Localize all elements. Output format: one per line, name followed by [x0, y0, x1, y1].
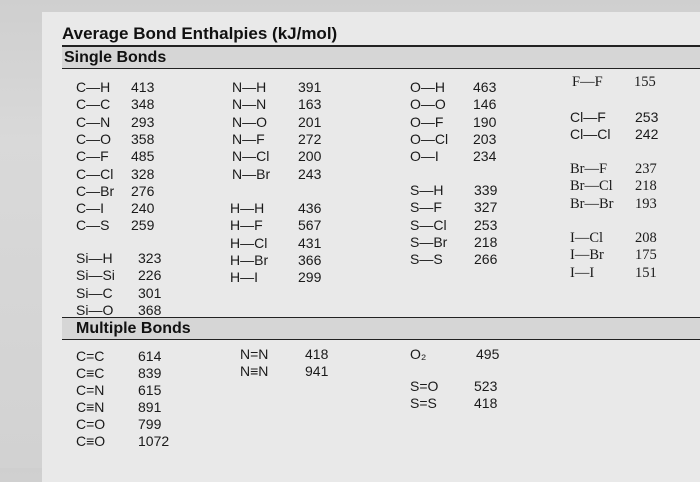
- bond-row: [570, 126, 659, 143]
- bond-name: N≡N: [240, 363, 269, 379]
- bond-name: C=N: [76, 382, 105, 398]
- bond-enthalpy-value: 208: [635, 230, 657, 246]
- bond-row: [76, 416, 162, 432]
- bond-enthalpy-value: 368: [138, 301, 162, 318]
- bond-name: Si—C: [76, 284, 113, 301]
- bond-row: [76, 113, 155, 130]
- bond-row: [240, 363, 329, 379]
- bond-row: [240, 346, 329, 362]
- bond-enthalpy-value: 495: [476, 346, 500, 362]
- bond-name: N—Cl: [232, 148, 270, 165]
- bond-enthalpy-value: 272: [298, 130, 322, 147]
- bond-name: Si—O: [76, 301, 114, 318]
- bond-enthalpy-value: 200: [298, 148, 322, 165]
- bond-name: S=S: [410, 395, 437, 411]
- bond-enthalpy-value: 293: [131, 113, 155, 130]
- bond-row: [410, 395, 498, 411]
- bond-name: Si—Si: [76, 267, 115, 284]
- bond-enthalpy-value: 431: [298, 234, 322, 251]
- bond-enthalpy-value: 253: [474, 216, 498, 233]
- bond-enthalpy-value: 614: [138, 348, 162, 364]
- bond-row: [76, 382, 162, 398]
- bond-row: [570, 264, 657, 281]
- bond-row: [76, 165, 155, 182]
- bond-enthalpy-value: 418: [474, 395, 498, 411]
- bond-name: S—Cl: [410, 216, 447, 233]
- bond-name: C=O: [76, 416, 106, 432]
- bond-row: [76, 200, 155, 217]
- bond-enthalpy-value: 485: [131, 148, 155, 165]
- bond-row: [410, 216, 498, 233]
- bond-row: [232, 79, 322, 95]
- bond-name: S—S: [410, 251, 443, 268]
- bond-name: F—F: [572, 74, 603, 90]
- bond-name: S—H: [410, 182, 444, 198]
- bond-enthalpy-value: 615: [138, 382, 162, 398]
- bond-row: [232, 165, 322, 182]
- bond-enthalpy-value: 366: [298, 251, 322, 268]
- bond-enthalpy-value: 891: [138, 399, 162, 415]
- bond-row: [76, 130, 155, 147]
- bond-name: C≡N: [76, 399, 105, 415]
- bond-row: [410, 378, 498, 394]
- bond-enthalpy-value: 941: [305, 363, 329, 379]
- bond-row: [570, 161, 657, 177]
- bond-enthalpy-value: 328: [131, 165, 155, 182]
- bond-row: [410, 199, 498, 216]
- bond-name: H—I: [230, 269, 258, 286]
- bond-row: [570, 109, 659, 125]
- bond-enthalpy-value: 240: [131, 200, 155, 217]
- bond-enthalpy-value: 175: [635, 247, 657, 264]
- bond-name: Si—H: [76, 250, 113, 266]
- bond-row: [76, 79, 155, 95]
- bond-enthalpy-value: 323: [138, 250, 162, 266]
- bond-enthalpy-value: 193: [635, 195, 657, 212]
- bond-enthalpy-value: 201: [298, 113, 322, 130]
- bond-row: [410, 96, 497, 113]
- bond-name: N—H: [232, 79, 267, 95]
- bond-name: C—S: [76, 217, 110, 234]
- bond-name: C—N: [76, 113, 111, 130]
- bond-enthalpy-value: 190: [473, 113, 497, 130]
- bond-name: C—O: [76, 130, 111, 147]
- multiple-heading-rule: [62, 339, 700, 340]
- bond-name: I—Cl: [570, 230, 604, 246]
- table-title: Average Bond Enthalpies (kJ/mol): [62, 24, 338, 43]
- bond-name: N—O: [232, 113, 267, 130]
- bond-row: [76, 301, 162, 318]
- bond-row: [410, 233, 498, 250]
- multiple-bonds-heading: Multiple Bonds: [76, 320, 191, 337]
- bond-name: C=C: [76, 348, 105, 364]
- bond-row: [76, 96, 155, 113]
- bond-name: H—F: [230, 217, 263, 234]
- bond-enthalpy-value: 299: [298, 269, 322, 286]
- bond-name: O—H: [410, 79, 445, 95]
- bond-row: [570, 247, 657, 264]
- bond-row: [76, 365, 162, 381]
- bond-enthalpy-value: 413: [131, 79, 155, 95]
- bond-row: [410, 79, 497, 95]
- bond-name: N—N: [232, 96, 267, 113]
- bond-name: N—F: [232, 130, 265, 147]
- bond-name: C≡C: [76, 365, 105, 381]
- bond-name: O—I: [410, 148, 439, 165]
- bond-name: C—I: [76, 200, 104, 217]
- bond-name: Br—Cl: [570, 178, 613, 195]
- bond-name: O—F: [410, 113, 444, 130]
- bond-enthalpy-value: 348: [131, 96, 155, 113]
- bond-row: [410, 182, 498, 198]
- bond-enthalpy-value: 243: [298, 165, 322, 182]
- bond-enthalpy-value: 253: [635, 109, 659, 125]
- bond-enthalpy-value: 218: [474, 233, 498, 250]
- bond-name: Cl—Cl: [570, 126, 611, 143]
- bond-name: C—Br: [76, 182, 115, 199]
- bond-row: [76, 217, 155, 234]
- bond-enthalpy-value: 259: [131, 217, 155, 234]
- bond-row: [76, 182, 155, 199]
- bond-row: [230, 234, 322, 251]
- bond-enthalpy-value: 327: [474, 199, 498, 216]
- bond-name: Br—F: [570, 161, 608, 177]
- bond-enthalpy-value: 226: [138, 267, 162, 284]
- bond-row: [232, 130, 322, 147]
- bond-enthalpy-value: 266: [474, 251, 498, 268]
- bond-name: O—O: [410, 96, 446, 113]
- bond-enthalpy-value: 391: [298, 79, 322, 95]
- bond-enthalpy-value: 799: [138, 416, 162, 432]
- bond-enthalpy-value: 203: [473, 130, 497, 147]
- bond-row: [410, 113, 497, 130]
- single-heading-rule: [62, 68, 700, 69]
- bond-row: [410, 251, 498, 268]
- bond-row: [76, 250, 162, 266]
- bond-row: [76, 433, 170, 449]
- bond-row: [76, 284, 162, 301]
- bond-enthalpy-value: 567: [298, 217, 322, 234]
- bond-row: [572, 74, 656, 90]
- bond-row: [410, 346, 500, 362]
- bond-enthalpy-value: 358: [131, 130, 155, 147]
- bond-enthalpy-value: 276: [131, 182, 155, 199]
- bond-row: [230, 269, 322, 286]
- bond-row: [76, 348, 162, 364]
- bond-name: C—H: [76, 79, 111, 95]
- bond-enthalpy-value: 234: [473, 148, 497, 165]
- bond-row: [232, 96, 322, 113]
- bond-enthalpy-value: 163: [298, 96, 322, 113]
- bond-enthalpy-value: 839: [138, 365, 162, 381]
- bond-row: [76, 399, 162, 415]
- bond-row: [570, 178, 657, 195]
- bond-enthalpy-value: 463: [473, 79, 497, 95]
- bond-enthalpy-value: 151: [635, 264, 657, 281]
- bond-name: S—Br: [410, 233, 448, 250]
- bond-row: [410, 130, 497, 147]
- bond-name: N—Br: [232, 165, 271, 182]
- bond-enthalpy-value: 237: [635, 161, 657, 177]
- bond-enthalpy-value: 523: [474, 378, 498, 394]
- bond-name: C—Cl: [76, 165, 114, 182]
- bond-name: S=O: [410, 378, 439, 394]
- bond-enthalpy-value: 218: [635, 178, 657, 195]
- bond-name: H—Br: [230, 251, 269, 268]
- bond-name: C—F: [76, 148, 109, 165]
- bond-row: [230, 251, 322, 268]
- bond-enthalpy-value: 436: [298, 200, 322, 216]
- bond-row: [230, 217, 322, 234]
- bond-enthalpy-value: 242: [635, 126, 659, 143]
- bond-row: [76, 267, 162, 284]
- bond-enthalpy-value: 339: [474, 182, 498, 198]
- bond-row: [232, 148, 322, 165]
- bond-name: S—F: [410, 199, 442, 216]
- bond-row: [410, 148, 497, 165]
- bond-name: Cl—F: [570, 109, 606, 125]
- bond-name: Br—Br: [570, 195, 614, 212]
- bond-name: C≡O: [76, 433, 106, 449]
- bond-enthalpy-value: 301: [138, 284, 162, 301]
- bond-enthalpy-value: 1072: [138, 433, 170, 449]
- bond-name: N=N: [240, 346, 269, 362]
- bond-name: O₂: [410, 346, 427, 362]
- bond-name: I—Br: [570, 247, 604, 264]
- single-bonds-heading: Single Bonds: [64, 49, 167, 66]
- bond-row: [570, 230, 657, 246]
- bond-row: [76, 148, 155, 165]
- bond-name: O—Cl: [410, 130, 449, 147]
- bond-name: H—H: [230, 200, 265, 216]
- bond-row: [570, 195, 657, 212]
- bond-row: [232, 113, 322, 130]
- bond-name: C—C: [76, 96, 111, 113]
- bond-enthalpy-value: 155: [634, 74, 656, 90]
- bond-enthalpy-value: 418: [305, 346, 329, 362]
- bond-name: H—Cl: [230, 234, 268, 251]
- bond-row: [230, 200, 322, 216]
- bond-enthalpy-value: 146: [473, 96, 497, 113]
- bond-name: I—I: [570, 264, 595, 281]
